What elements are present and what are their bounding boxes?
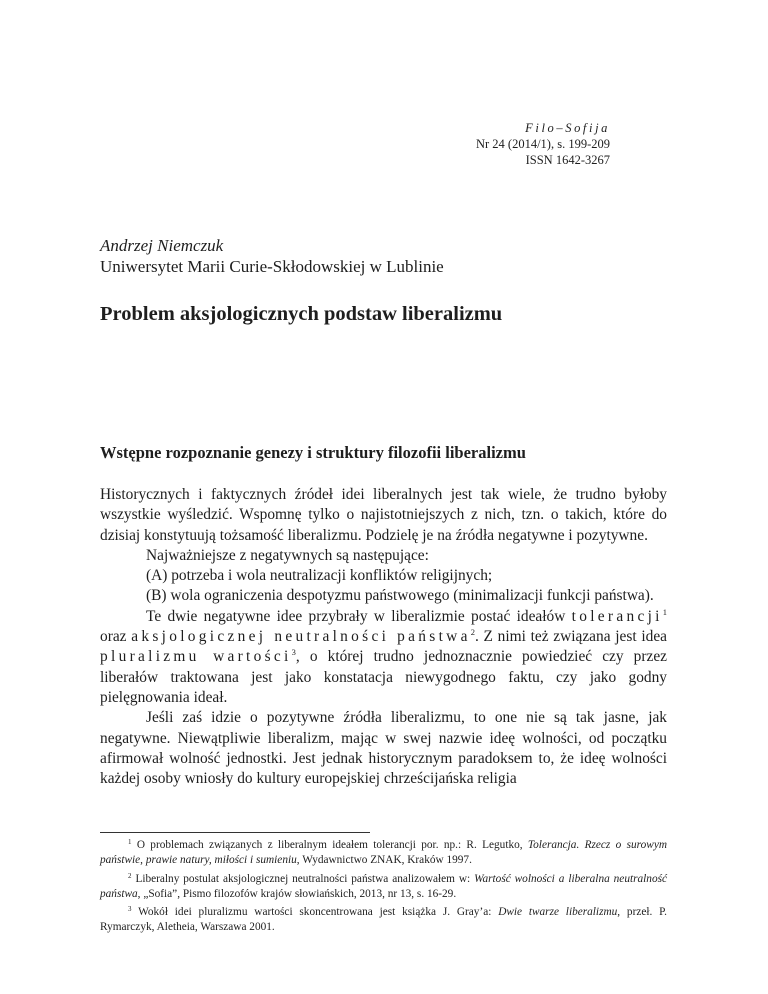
footnote-number: 1 [128,838,132,846]
article-body [100,485,667,789]
body-paragraph: Najważniejsze z negatywnych są następujące: [146,546,429,564]
footnote [100,905,667,935]
article-title: Problem aksjologicznych podstaw liberalizmu [100,303,503,325]
footnote-text: , Wydawnictwo ZNAK, Kraków 1997. [296,854,472,866]
footnotes [100,838,667,939]
footnote-title: Dwie twarze liberalizmu [498,906,618,918]
footnote-text: , „Sofia”, Pismo filozofów krajów słowiańskich, 2013, nr 13, s. 16-29. [137,887,457,900]
footnote-ref-1[interactable]: 1 [662,606,667,617]
section-heading: Wstępne rozpoznanie genezy i struktury filozofii liberalizmu [100,443,526,462]
journal-issue: Nr 24 (2014/1), s. 199-209 [475,137,610,151]
footnote [100,838,667,868]
footnote-divider [100,832,370,833]
body-paragraph: Historycznych i faktycznych źródeł idei liberalnych jest tak wiele, że trudno byłoby wszystkie wyśledzić. Wspomnę tylko o najistotniejszych z nich, tzn. o takich, które do dzisiaj konstytuują tożsamość liberalizmu. Podzielę je na źródła negatywne i pozytywne. [100,486,667,544]
footnote-text: , przeł. P. Rymarczyk, Aletheia, Warszawa 2001. [100,906,668,933]
journal-name: Filo–Sofija [525,121,610,135]
spaced-term-pluralizmu: pluralizmu wartości [100,648,292,666]
footnote-number: 3 [128,905,132,913]
list-item: (B) wola ograniczenia despotyzmu państwowego (minimalizacji funkcji państwa). [146,587,654,605]
footnote-number: 2 [128,871,132,880]
footnote [100,872,667,902]
footnote-text: Liberalny postulat aksjologicznej neutralności państwa analizowałem w: [135,872,475,885]
spaced-term-tolerancji: tolerancji [571,607,663,625]
text-run: oraz [100,628,132,646]
footnote-ref-3[interactable]: 3 [291,647,296,658]
list-item: (A) potrzeba i wola neutralizacji konfliktów religijnych; [146,567,493,585]
text-run: . Z nimi też związana jest idea [474,628,667,646]
text-run: Te dwie negatywne idee przybrały w liberalizmie postać ideałów [146,607,572,625]
body-paragraph [100,607,667,708]
text-run: , o której trudno jednoznacznie powiedzieć czy przez liberałów traktowana jest jako konstatacja niewygodnego faktu, czy jako godny pielęgnowania ideał. [100,648,668,706]
spaced-term-neutralnosci: aksjologicznej neutralności państwa [131,628,471,646]
journal-info [370,120,610,168]
author-block [100,235,444,277]
footnote-text: Wokół idei pluralizmu wartości skoncentrowana jest książka J. Gray’a: [138,906,499,918]
footnote-title: Tolerancja. Rzecz o surowym państwie, prawie natury, miłości i sumieniu [100,839,667,866]
footnote-text: O problemach związanych z liberalnym ideałem tolerancji por. np.: R. Legutko, [136,839,528,851]
footnote-ref-2[interactable]: 2 [470,627,475,638]
footnote-title: Wartość wolności a liberalna neutralność państwa [100,872,667,900]
body-paragraph: Jeśli zaś idzie o pozytywne źródła liberalizmu, to one nie są tak jasne, jak negatywne. Niewątpliwie liberalizm, mając w swej nazwie ideę wolności, od początku afirmował wolność jednostki. Jest jednak historycznym paradoksem to, że ideę wolności każdej osoby wniosły do kultury europejskiej chrześcijańska religia [100,709,667,788]
author-affiliation: Uniwersytet Marii Curie-Skłodowskiej w Lublinie [100,257,444,276]
author-name: Andrzej Niemczuk [100,236,224,255]
journal-issn: ISSN 1642-3267 [525,153,610,167]
